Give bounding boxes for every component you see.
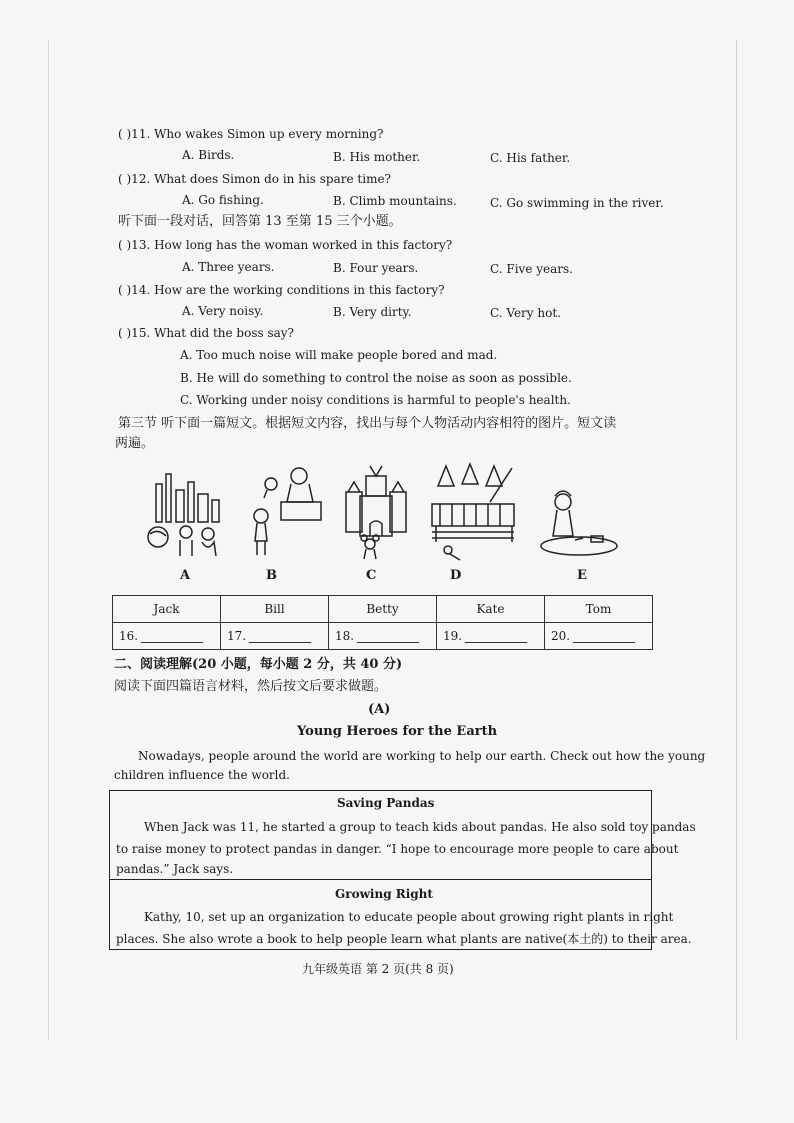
- name-cell: Betty: [329, 596, 437, 623]
- box-paragraph: pandas.” Jack says.: [116, 862, 234, 876]
- name-cell: Jack: [113, 596, 221, 623]
- option-c: C. Five years.: [490, 262, 573, 276]
- answer-blank[interactable]: [545, 623, 653, 650]
- option-c: C. His father.: [490, 151, 571, 165]
- passage-title: Young Heroes for the Earth: [297, 724, 498, 739]
- option-a: A. Birds.: [182, 148, 235, 162]
- option-c: C. Working under noisy conditions is harmful to people's health.: [180, 393, 571, 407]
- question-12: ( )12. What does Simon do in his spare time?: [118, 172, 391, 186]
- box-divider: [110, 879, 651, 880]
- option-c: C. Very hot.: [490, 306, 561, 320]
- picture-a-illustration: [138, 462, 228, 562]
- box-paragraph: Kathy, 10, set up an organization to educate people about growing right plants in right: [144, 910, 674, 924]
- picture-label-c: C: [366, 568, 377, 583]
- reading-instruction: 阅读下面四篇语言材料，然后按文后要求做题。: [114, 679, 388, 694]
- picture-label-e: E: [577, 568, 587, 583]
- box-paragraph: When Jack was 11, he started a group to teach kids about pandas. He also sold toy pandas: [144, 820, 696, 834]
- option-a: A. Go fishing.: [182, 193, 264, 207]
- box-paragraph: places. She also wrote a book to help people learn what plants are native(本土的) to their area.: [116, 932, 692, 946]
- question-11: ( )11. Who wakes Simon up every morning?: [118, 127, 384, 141]
- question-13: ( )13. How long has the woman worked in this factory?: [118, 238, 453, 252]
- picture-label-d: D: [450, 568, 462, 583]
- picture-c-illustration: [330, 462, 420, 562]
- answer-line: [357, 630, 419, 643]
- section3-heading: 第三节 听下面一篇短文。根据短文内容，找出与每个人物活动内容相符的图片。短文读: [118, 416, 617, 431]
- blank-number: 19.: [443, 629, 463, 643]
- option-b: B. Very dirty.: [333, 305, 412, 319]
- option-a: A. Too much noise will make people bored and mad.: [180, 348, 498, 362]
- passage-intro-cont: children influence the world.: [114, 768, 290, 782]
- passage-label: (A): [368, 702, 391, 717]
- box-paragraph: to raise money to protect pandas in danger. “I hope to encourage more people to care about: [116, 842, 679, 856]
- answers-row: [113, 623, 653, 650]
- box-title: Saving Pandas: [337, 796, 435, 810]
- name-cell: Bill: [221, 596, 329, 623]
- names-row: [113, 596, 653, 623]
- blank-number: 20.: [551, 629, 571, 643]
- picture-d-illustration: [428, 462, 518, 562]
- answer-line: [573, 630, 635, 643]
- passage-intro: Nowadays, people around the world are working to help our earth. Check out how the young: [138, 749, 706, 763]
- answer-blank[interactable]: [437, 623, 545, 650]
- option-b: B. His mother.: [333, 150, 421, 164]
- page-footer: 九年级英语 第 2 页(共 8 页): [302, 962, 454, 976]
- section3-heading-cont: 两遍。: [115, 436, 155, 451]
- option-a: A. Three years.: [182, 260, 275, 274]
- question-15: ( )15. What did the boss say?: [118, 326, 294, 340]
- answer-blank[interactable]: [329, 623, 437, 650]
- option-a: A. Very noisy.: [182, 304, 264, 318]
- option-b: B. Four years.: [333, 261, 419, 275]
- name-cell: Kate: [437, 596, 545, 623]
- question-14: ( )14. How are the working conditions in this factory?: [118, 283, 445, 297]
- section-instruction: 听下面一段对话，回答第 13 至第 15 三个小题。: [118, 214, 402, 229]
- answer-blank[interactable]: [113, 623, 221, 650]
- picture-e-illustration: [535, 462, 625, 562]
- blank-number: 16.: [119, 629, 139, 643]
- reading-part-title: 二、阅读理解(20 小题，每小题 2 分，共 40 分): [114, 657, 403, 672]
- picture-label-a: A: [180, 568, 191, 583]
- answer-blank[interactable]: [221, 623, 329, 650]
- name-cell: Tom: [545, 596, 653, 623]
- answer-line: [249, 630, 311, 643]
- blank-number: 17.: [227, 629, 247, 643]
- option-c: C. Go swimming in the river.: [490, 196, 664, 210]
- matching-table: [112, 595, 653, 650]
- answer-line: [141, 630, 203, 643]
- box-title: Growing Right: [335, 887, 433, 901]
- picture-row: [110, 462, 655, 587]
- option-b: B. Climb mountains.: [333, 194, 457, 208]
- answer-line: [465, 630, 527, 643]
- scan-edge: [48, 40, 49, 1040]
- scan-edge: [736, 40, 737, 1040]
- option-b: B. He will do something to control the noise as soon as possible.: [180, 371, 572, 385]
- blank-number: 18.: [335, 629, 355, 643]
- picture-b-illustration: [245, 462, 335, 562]
- picture-label-b: B: [266, 568, 277, 583]
